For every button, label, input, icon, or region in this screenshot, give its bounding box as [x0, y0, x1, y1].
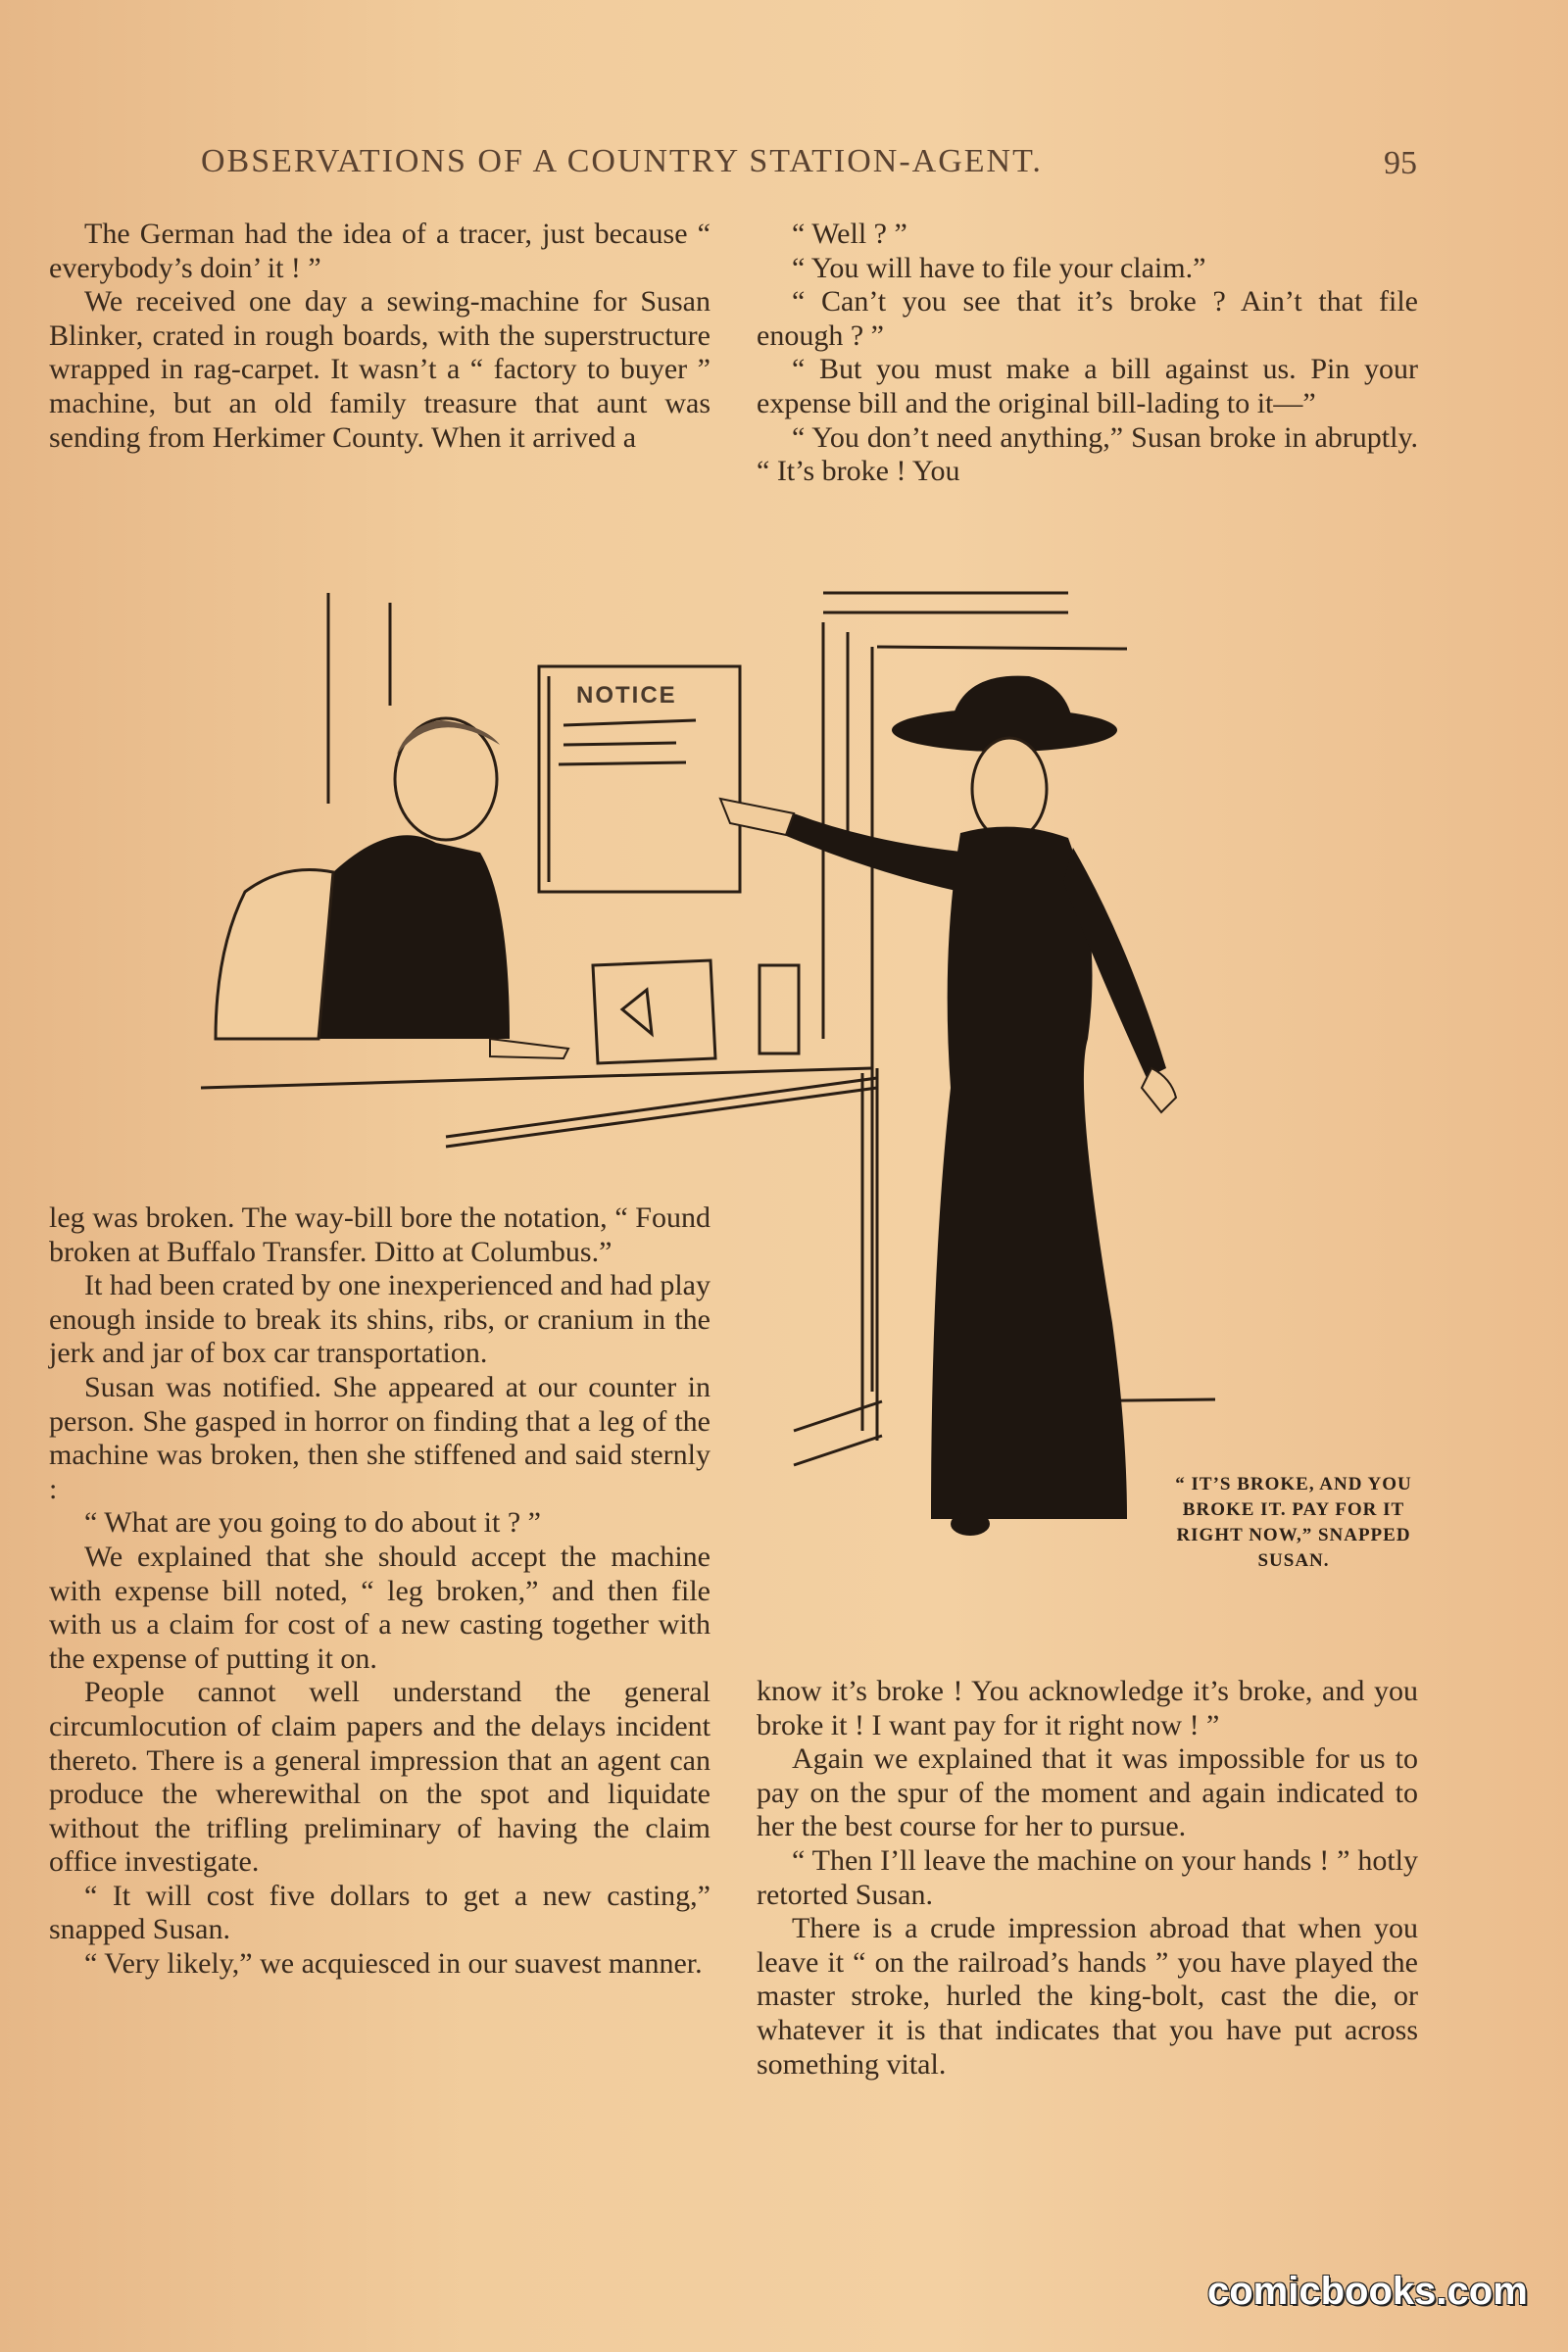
paragraph: There is a crude impression abroad that when you leave it “ on the railroad’s hands ” you have played the master stroke, hurled the king-bolt, cast the die, or whatever it is that indicates that you have put across something vital.	[757, 1912, 1418, 2081]
paragraph: “ Very likely,” we acquiesced in our suavest manner.	[84, 1947, 703, 1981]
paragraph: Again we explained that it was impossible for us to pay on the spur of the moment and again indicated to her the best course for her to pursue.	[757, 1742, 1418, 1843]
illustration-caption: “ IT’S BROKE, AND YOU BROKE IT. PAY FOR IT RIGHT NOW,” SNAPPED SUSAN.	[1175, 1474, 1412, 1571]
paragraph: It had been crated by one inexperienced and had play enough inside to break its shins, ribs, or cranium in the jerk and jar of box car transportation.	[49, 1269, 710, 1370]
paragraph: People cannot well understand the general circumlocution of claim papers and the delays incident thereto. There is a general impression that an agent can produce the wherewithal on the spot and liquidate without the trifling preliminary of having the claim office investigate.	[49, 1676, 710, 1879]
paragraph: know it’s broke ! You acknowledge it’s broke, and you broke it ! I want pay for it right now ! ”	[757, 1675, 1418, 1741]
right-column-bottom	[757, 1675, 1418, 2082]
paragraph: “ Then I’ll leave the machine on your hands ! ” hotly retorted Susan.	[757, 1843, 1418, 1911]
watermark: comicbooks.com	[1207, 2270, 1528, 2313]
paragraph: “ You will have to file your claim.”	[792, 251, 1206, 284]
paragraph: “ Can’t you see that it’s broke ? Ain’t that file enough ? ”	[757, 285, 1418, 352]
paragraph: Susan was notified. She appeared at our counter in person. She gasped in horror on finding that a leg of the machine was broken, then she stiffened and said sternly :	[49, 1370, 710, 1505]
left-column-top	[49, 218, 710, 455]
right-column-top	[757, 218, 1418, 489]
left-column-bottom	[49, 1201, 710, 1982]
paragraph: “ What are you going to do about it ? ”	[84, 1506, 541, 1540]
paragraph: “ Well ? ”	[792, 218, 907, 250]
paragraph: The German had the idea of a tracer, just because “ everybody’s doin’ it ! ”	[49, 218, 710, 284]
clerk-figure	[216, 718, 568, 1058]
paragraph: We received one day a sewing-machine for Susan Blinker, crated in rough boards, with the superstructure wrapped in rag-carpet. It wasn’t a “ factory to buyer ” machine, but an old family treasure that aunt was sending from Herkimer County. When it arrived a	[49, 285, 710, 454]
paragraph: “ It will cost five dollars to get a new casting,” snapped Susan.	[49, 1879, 710, 1946]
paragraph: “ You don’t need anything,” Susan broke in abruptly. “ It’s broke ! You	[757, 420, 1418, 488]
paragraph: We explained that she should accept the machine with expense bill noted, “ leg broken,” and then file with us a claim for cost of a new casting together with the expense of putting it on.	[49, 1540, 710, 1675]
susan-figure	[720, 676, 1176, 1536]
page-number: 95	[1384, 145, 1417, 181]
running-header: OBSERVATIONS OF A COUNTRY STATION-AGENT.	[201, 143, 1043, 179]
paragraph: “ But you must make a bill against us. Pin your expense bill and the original bill-lading to it—”	[757, 353, 1418, 419]
paragraph: leg was broken. The way-bill bore the notation, “ Found broken at Buffalo Transfer. Ditto at Columbus.”	[49, 1201, 710, 1268]
notice-sign-text: NOTICE	[576, 682, 677, 709]
